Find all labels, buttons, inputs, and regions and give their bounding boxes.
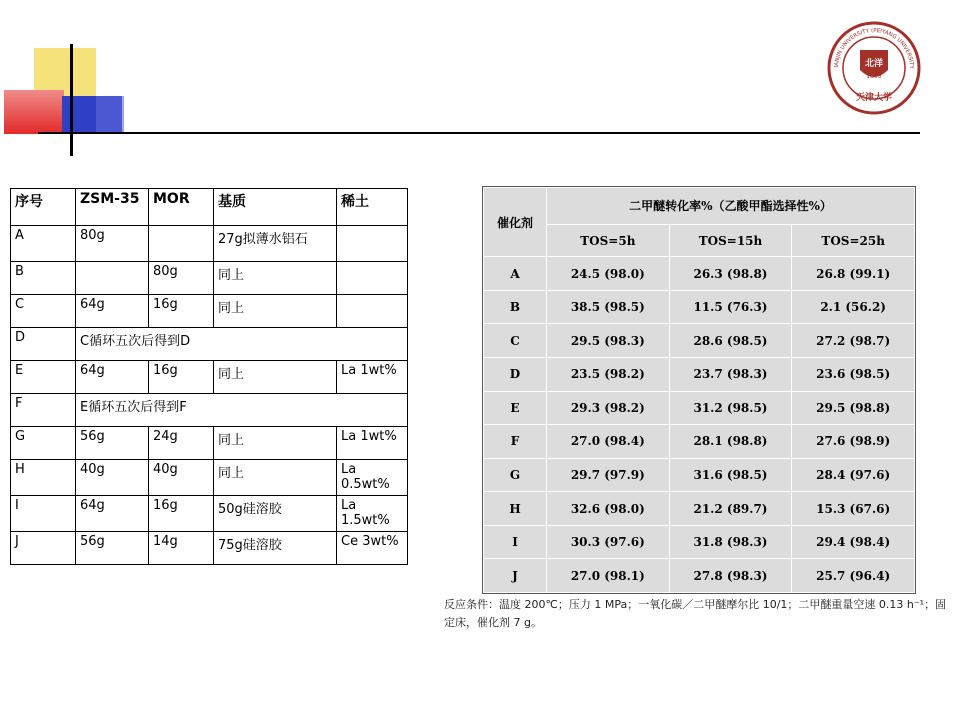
cell-matrix: 50g硅溶胶 [214,496,337,532]
cell-id: H [11,460,76,496]
cell-mor: 16g [149,361,214,394]
results-row [484,357,915,391]
reaction-conditions-note: 反应条件：温度 200℃；压力 1 MPa；一氧化碳／二甲醚摩尔比 10/1；二甲醚重量空速 0.13 h⁻¹；固定床，催化剂 7 g。 [444,598,947,629]
cell-mor [149,226,214,262]
cell-value: 29.7 (97.9) [547,458,670,492]
cell-value: 38.5 (98.5) [547,290,670,324]
decorative-blue-shadow [96,96,124,132]
results-table-figure [482,186,916,594]
cell-value: 25.7 (96.4) [792,559,915,593]
table-row [11,532,408,565]
cell-matrix: 75g硅溶胶 [214,532,337,565]
table-row [11,460,408,496]
results-row [484,458,915,492]
cell-value: 23.7 (98.3) [669,357,792,391]
header-index: 序号 [11,189,76,226]
cell-matrix: 同上 [214,262,337,295]
cell-re: La 1wt% [337,427,408,460]
cell-value: 21.2 (89.7) [669,492,792,526]
cell-re: La 1.5wt% [337,496,408,532]
table-row [11,262,408,295]
cell-value: 26.8 (99.1) [792,257,915,291]
cell-merged-note: C循环五次后得到D [76,328,408,361]
cell-mor: 14g [149,532,214,565]
results-row [484,525,915,559]
cell-merged-note: E循环五次后得到F [76,394,408,427]
cell-id: E [11,361,76,394]
table-header-row [11,189,408,226]
cell-id: J [11,532,76,565]
table-row [11,394,408,427]
results-row [484,492,915,526]
cell-value: 31.8 (98.3) [669,525,792,559]
cell-id: G [11,427,76,460]
cell-value: 2.1 (56.2) [792,290,915,324]
cell-value: 32.6 (98.0) [547,492,670,526]
cell-value: 23.6 (98.5) [792,357,915,391]
header-tos-25h: TOS=25h [792,224,915,256]
cell-catalyst: E [484,391,547,425]
cell-catalyst: J [484,559,547,593]
header-divider-line [38,132,920,134]
header-tos-5h: TOS=5h [547,224,670,256]
cell-zsm: 80g [76,226,149,262]
catalyst-formulation-table [10,188,408,565]
cell-value: 30.3 (97.6) [547,525,670,559]
cell-catalyst: B [484,290,547,324]
table-row [11,361,408,394]
results-row [484,425,915,459]
cell-zsm: 56g [76,532,149,565]
svg-text:天津大学: 天津大学 [855,93,893,103]
header-zsm35: ZSM-35 [76,189,149,226]
results-row [484,391,915,425]
table-row [11,295,408,328]
cell-mor: 80g [149,262,214,295]
cell-value: 23.5 (98.2) [547,357,670,391]
table-row [11,328,408,361]
cell-catalyst: D [484,357,547,391]
cell-re: La 0.5wt% [337,460,408,496]
cell-value: 11.5 (76.3) [669,290,792,324]
svg-text:TIANJIN UNIVERSITY (PEIYANG UN: IANJIN UNIVERSITY (PEIYANG UNIVERSITY [833,27,915,69]
cell-value: 27.0 (98.4) [547,425,670,459]
cell-matrix: 同上 [214,361,337,394]
svg-text:北洋: 北洋 [864,59,884,69]
cell-id: A [11,226,76,262]
cell-catalyst: F [484,425,547,459]
cell-id: I [11,496,76,532]
table-row [11,226,408,262]
cell-matrix: 27g拟薄水铝石 [214,226,337,262]
cell-zsm: 64g [76,496,149,532]
cell-mor: 16g [149,496,214,532]
header-matrix: 基质 [214,189,337,226]
results-row [484,257,915,291]
cell-value: 29.5 (98.3) [547,324,670,358]
cell-zsm: 40g [76,460,149,496]
cell-value: 27.6 (98.9) [792,425,915,459]
cell-re [337,226,408,262]
cell-catalyst: A [484,257,547,291]
cell-value: 27.8 (98.3) [669,559,792,593]
header-tos-15h: TOS=15h [669,224,792,256]
cell-matrix: 同上 [214,295,337,328]
results-row [484,559,915,593]
cell-mor: 24g [149,427,214,460]
table-row [11,496,408,532]
cell-catalyst: I [484,525,547,559]
decorative-vertical-line [70,44,73,156]
cell-zsm: 64g [76,295,149,328]
cell-id: D [11,328,76,361]
cell-zsm [76,262,149,295]
cell-value: 27.2 (98.7) [792,324,915,358]
cell-catalyst: H [484,492,547,526]
cell-value: 29.5 (98.8) [792,391,915,425]
cell-re [337,262,408,295]
cell-matrix: 同上 [214,427,337,460]
cell-value: 28.4 (97.6) [792,458,915,492]
cell-re: Ce 3wt% [337,532,408,565]
results-subheader-row [484,224,915,256]
cell-zsm: 64g [76,361,149,394]
cell-value: 29.4 (98.4) [792,525,915,559]
cell-mor: 16g [149,295,214,328]
results-row [484,290,915,324]
cell-value: 24.5 (98.0) [547,257,670,291]
cell-value: 31.6 (98.5) [669,458,792,492]
header-mor: MOR [149,189,214,226]
decorative-red-square [4,90,64,134]
cell-id: C [11,295,76,328]
cell-value: 31.2 (98.5) [669,391,792,425]
header-rare-earth: 稀土 [337,189,408,226]
cell-value: 26.3 (98.8) [669,257,792,291]
cell-value: 29.3 (98.2) [547,391,670,425]
cell-catalyst: C [484,324,547,358]
cell-zsm: 56g [76,427,149,460]
cell-value: 15.3 (67.6) [792,492,915,526]
cell-catalyst: G [484,458,547,492]
cell-re: La 1wt% [337,361,408,394]
cell-id: F [11,394,76,427]
university-seal-logo [826,20,922,116]
results-header-row [484,188,915,225]
results-row [484,324,915,358]
header-catalyst: 催化剂 [484,188,547,257]
cell-value: 28.6 (98.5) [669,324,792,358]
cell-id: B [11,262,76,295]
cell-re [337,295,408,328]
header-conversion-group: 二甲醚转化率%（乙酸甲酯选择性%） [547,188,915,225]
cell-matrix: 同上 [214,460,337,496]
cell-value: 27.0 (98.1) [547,559,670,593]
cell-value: 28.1 (98.8) [669,425,792,459]
cell-mor: 40g [149,460,214,496]
table-row [11,427,408,460]
conversion-results-table [483,187,915,593]
svg-text:1895: 1895 [866,73,882,80]
